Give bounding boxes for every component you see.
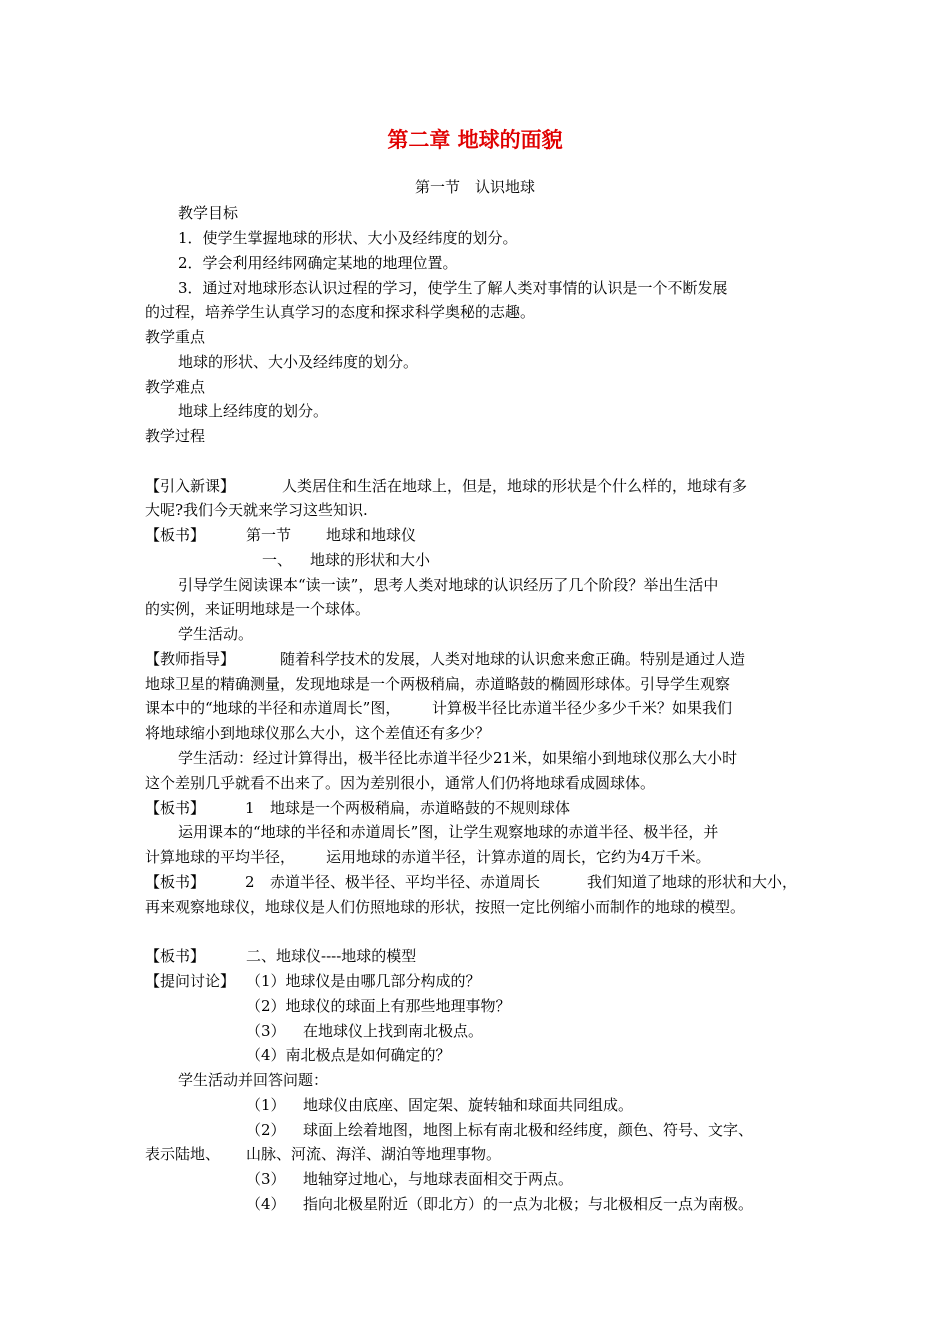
intro-tag: 【引入新课】 <box>145 477 236 495</box>
board3-line2: 再来观察地球仪，地球仪是人们仿照地球的形状，按照一定比例缩小而制作的地球的模型。 <box>145 898 746 916</box>
board4-tag: 【板书】 <box>145 947 206 965</box>
objectives-heading: 教学目标 <box>178 204 239 222</box>
key-points-text: 地球的形状、大小及经纬度的划分。 <box>178 353 419 371</box>
board1-section: 第一节 <box>246 526 292 544</box>
answer-2-line2a: 表示陆地、 <box>145 1145 221 1163</box>
difficulty-heading: 教学难点 <box>145 378 206 396</box>
answer-4-num: （4） <box>246 1195 286 1213</box>
answer-1-num: （1） <box>246 1096 286 1114</box>
discussion-q3-text: 在地球仪上找到南北极点。 <box>303 1022 484 1040</box>
use-text-line2a: 计算地球的平均半径， <box>145 848 296 866</box>
answer-2-num: （2） <box>246 1121 286 1139</box>
board3-num: 2 <box>245 873 255 891</box>
intro-line2: 大呢?我们今天就来学习这些知识. <box>145 501 368 519</box>
guide-activity: 学生活动。 <box>178 625 254 643</box>
difficulty-text: 地球上经纬度的划分。 <box>178 402 329 420</box>
discussion-q1: （1）地球仪是由哪几部分构成的？ <box>246 972 481 990</box>
intro-line1: 人类居住和生活在地球上，但是，地球的形状是个什么样的，地球有多 <box>282 477 748 495</box>
student-calc-line2: 这个差别几乎就看不出来了。因为差别很小，通常人们仍将地球看成圆球体。 <box>145 774 656 792</box>
use-text-line1: 运用课本的“地球的半径和赤道周长”图，让学生观察地球的赤道半径、极半径，并 <box>178 823 719 841</box>
chapter-title: 第二章 地球的面貌 <box>387 128 563 152</box>
objective-2: 2．学会利用经纬网确定某地的地理位置。 <box>178 254 458 272</box>
teacher-line3a: 课本中的“地球的半径和赤道周长”图， <box>145 699 401 717</box>
student-calc-line1: 学生活动：经过计算得出，极半径比赤道半径少21米，如果缩小到地球仪那么大小时 <box>178 749 738 767</box>
board1-tag: 【板书】 <box>145 526 206 544</box>
discussion-tag: 【提问讨论】 <box>145 972 236 990</box>
teacher-line1: 随着科学技术的发展，人类对地球的认识愈来愈正确。特别是通过人造 <box>280 650 746 668</box>
objective-3-line1: 3．通过对地球形态认识过程的学习，使学生了解人类对事情的认识是一个不断发展 <box>178 279 728 297</box>
teacher-tag: 【教师指导】 <box>145 650 236 668</box>
board4-text: 二、地球仪----地球的模型 <box>246 947 417 965</box>
answer-4: 指向北极星附近（即北方）的一点为北极；与北极相反一点为南极。 <box>303 1195 754 1213</box>
use-text-line2b: 运用地球的赤道半径，计算赤道的周长，它约为4万千米。 <box>326 848 711 866</box>
objective-1: 1．使学生掌握地球的形状、大小及经纬度的划分。 <box>178 229 518 247</box>
discussion-q2: （2）地球仪的球面上有那些地理事物？ <box>246 997 511 1015</box>
guide-line1: 引导学生阅读课本“读一读”，思考人类对地球的认识经历了几个阶段？举出生活中 <box>178 576 719 594</box>
answer-2: 球面上绘着地图，地图上标有南北极和经纬度，颜色、符号、文字、 <box>303 1121 754 1139</box>
board1-sub-title: 地球的形状和大小 <box>310 551 431 569</box>
board3-tag: 【板书】 <box>145 873 206 891</box>
discussion-q4: （4）南北极点是如何确定的？ <box>246 1046 451 1064</box>
board3-text: 赤道半径、极半径、平均半径、赤道周长 <box>270 873 541 891</box>
teacher-line4: 将地球缩小到地球仪那么大小，这个差值还有多少？ <box>145 724 491 742</box>
answer-3: 地轴穿过地心，与地球表面相交于两点。 <box>303 1170 574 1188</box>
process-heading: 教学过程 <box>145 427 206 445</box>
answers-heading: 学生活动并回答问题： <box>178 1071 329 1089</box>
board2-tag: 【板书】 <box>145 799 206 817</box>
section-title: 第一节 认识地球 <box>414 178 535 196</box>
board3-cont: 我们知道了地球的形状和大小， <box>587 873 798 891</box>
answer-1: 地球仪由底座、固定架、旋转轴和球面共同组成。 <box>303 1096 634 1114</box>
board1-sub-num: 一、 <box>262 551 293 569</box>
board1-title: 地球和地球仪 <box>326 526 417 544</box>
key-points-heading: 教学重点 <box>145 328 206 346</box>
discussion-q3-num: （3） <box>246 1022 286 1040</box>
teacher-line3b: 计算极半径比赤道半径少多少千米？如果我们 <box>432 699 733 717</box>
board2-num: 1 <box>245 799 255 817</box>
objective-3-line2: 的过程，培养学生认真学习的态度和探求科学奥秘的志趣。 <box>145 303 536 321</box>
answer-2-line2b: 山脉、河流、海洋、湖泊等地理事物。 <box>246 1145 502 1163</box>
board2-text: 地球是一个两极稍扁，赤道略鼓的不规则球体 <box>270 799 571 817</box>
guide-line2: 的实例，来证明地球是一个球体。 <box>145 600 371 618</box>
answer-3-num: （3） <box>246 1170 286 1188</box>
teacher-line2: 地球卫星的精确测量，发现地球是一个两极稍扁，赤道略鼓的椭圆形球体。引导学生观察 <box>145 675 731 693</box>
